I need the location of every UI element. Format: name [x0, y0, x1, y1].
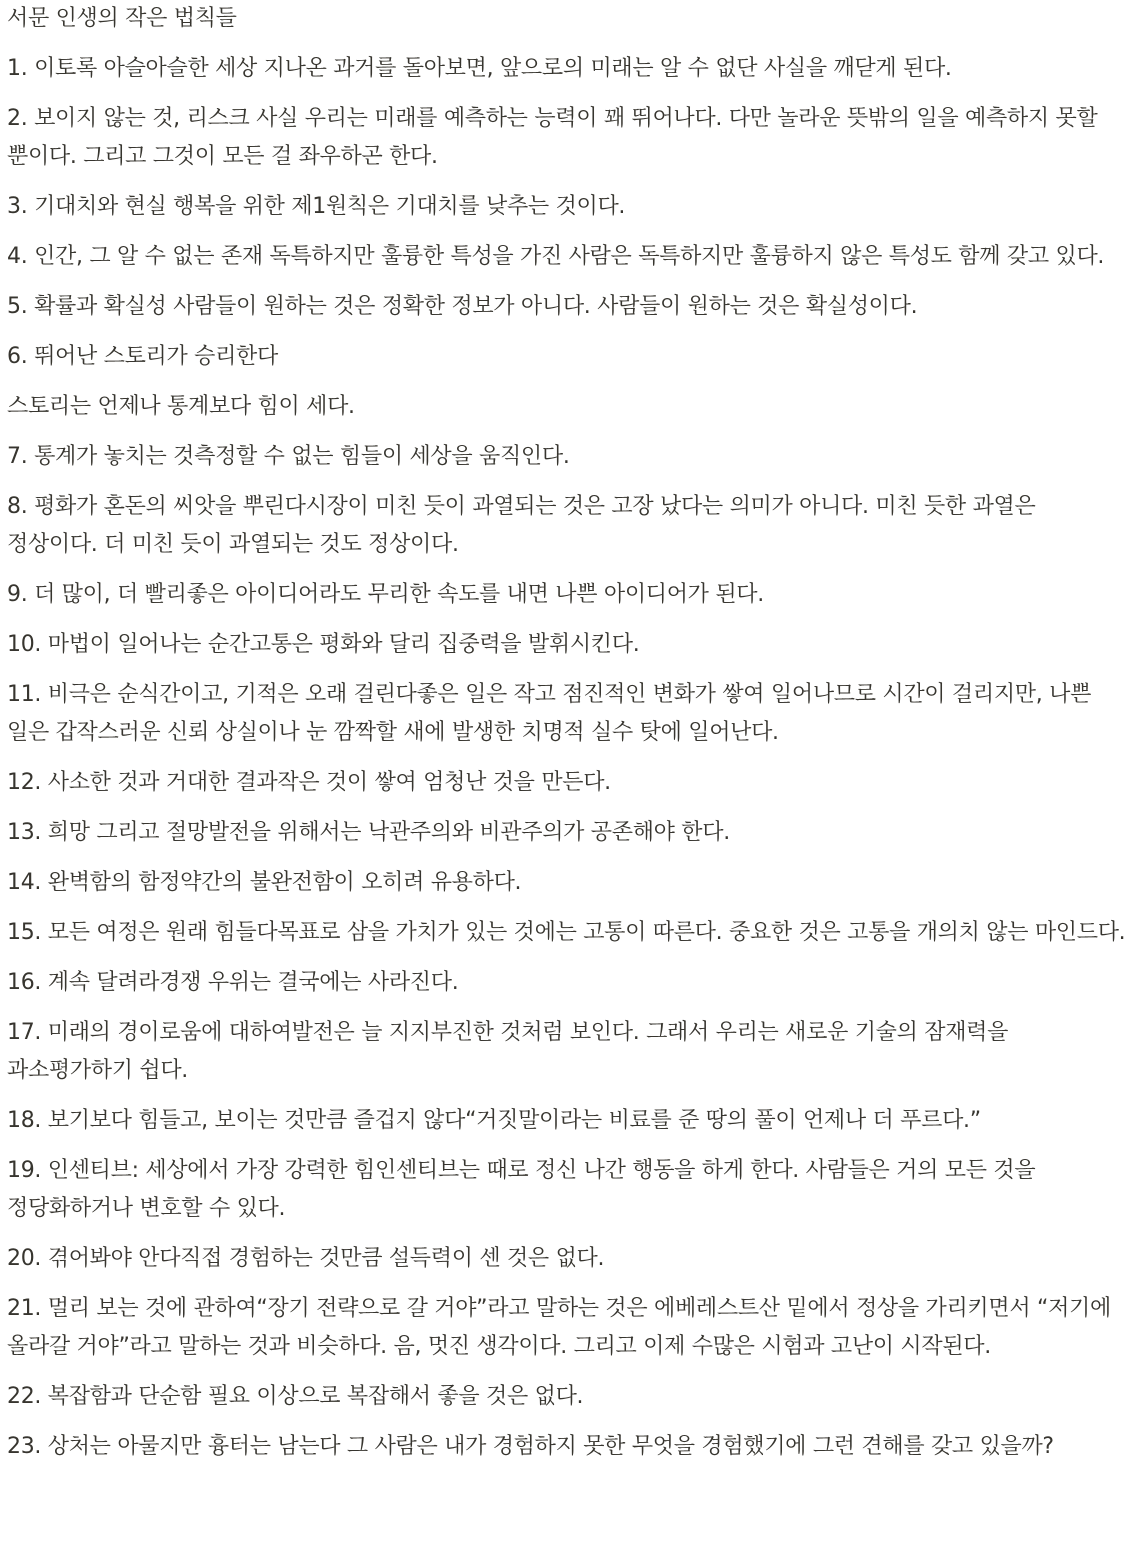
- paragraph-3: 3. 기대치와 현실 행복을 위한 제1원칙은 기대치를 낮추는 것이다.: [7, 194, 626, 219]
- paragraph-11: 11. 비극은 순식간이고, 기적은 오래 걸린다좋은 일은 작고 점진적인 변화가 쌓여 일어나므로 시간이 걸리지만, 나쁜 일은 갑작스러운 신뢰 상실이나 눈 깜짝할 새에 발생한 치명적 실수 탓에 일어난다.: [7, 682, 1092, 745]
- paragraph-20: 20. 겪어봐야 안다직접 경험하는 것만큼 설득력이 센 것은 없다.: [7, 1246, 605, 1271]
- paragraph-7: 7. 통계가 놓치는 것측정할 수 없는 힘들이 세상을 움직인다.: [7, 444, 570, 469]
- paragraph-22: 22. 복잡함과 단순함 필요 이상으로 복잡해서 좋을 것은 없다.: [7, 1384, 584, 1409]
- paragraph-2: 2. 보이지 않는 것, 리스크 사실 우리는 미래를 예측하는 능력이 꽤 뛰어나다. 다만 놀라운 뜻밖의 일을 예측하지 못할 뿐이다. 그리고 그것이 모든 걸 좌우하곤 한다.: [7, 106, 1098, 169]
- paragraph-6: 6. 뛰어난 스토리가 승리한다: [7, 344, 278, 369]
- paragraph-9: 9. 더 많이, 더 빨리좋은 아이디어라도 무리한 속도를 내면 나쁜 아이디어가 된다.: [7, 582, 764, 607]
- paragraph-21: 21. 멀리 보는 것에 관하여“장기 전략으로 갈 거야”라고 말하는 것은 에베레스트산 밑에서 정상을 가리키면서 “저기에 올라갈 거야”라고 말하는 것과 비슷하다. 음, 멋진 생각이다. 그리고 이제 수많은 시험과 고난이 시작된다.: [7, 1296, 1111, 1359]
- paragraph-6-body: 스토리는 언제나 통계보다 힘이 세다.: [7, 394, 355, 419]
- paragraph-5: 5. 확률과 확실성 사람들이 원하는 것은 정확한 정보가 아니다. 사람들이 원하는 것은 확실성이다.: [7, 294, 918, 319]
- paragraph-18: 18. 보기보다 힘들고, 보이는 것만큼 즐겁지 않다“거짓말이라는 비료를 준 땅의 풀이 언제나 더 푸르다.”: [7, 1108, 981, 1133]
- paragraph-17: 17. 미래의 경이로움에 대하여발전은 늘 지지부진한 것처럼 보인다. 그래서 우리는 새로운 기술의 잠재력을 과소평가하기 쉽다.: [7, 1020, 1009, 1083]
- paragraph-23: 23. 상처는 아물지만 흉터는 남는다 그 사람은 내가 경험하지 못한 무엇을 경험했기에 그런 견해를 갖고 있을까?: [7, 1434, 1054, 1459]
- paragraph-14: 14. 완벽함의 함정약간의 불완전함이 오히려 유용하다.: [7, 870, 522, 895]
- paragraph-19: 19. 인센티브: 세상에서 가장 강력한 힘인센티브는 때로 정신 나간 행동을 하게 한다. 사람들은 거의 모든 것을 정당화하거나 변호할 수 있다.: [7, 1158, 1036, 1221]
- paragraph-8: 8. 평화가 혼돈의 씨앗을 뿌린다시장이 미친 듯이 과열되는 것은 고장 났다는 의미가 아니다. 미친 듯한 과열은 정상이다. 더 미친 듯이 과열되는 것도 정상이다.: [7, 494, 1036, 557]
- paragraph-12: 12. 사소한 것과 거대한 결과작은 것이 쌓여 엄청난 것을 만든다.: [7, 770, 611, 795]
- document-title: 서문 인생의 작은 법칙들: [7, 6, 237, 31]
- paragraph-13: 13. 희망 그리고 절망발전을 위해서는 낙관주의와 비관주의가 공존해야 한다.: [7, 820, 730, 845]
- paragraph-15: 15. 모든 여정은 원래 힘들다목표로 삼을 가치가 있는 것에는 고통이 따른다. 중요한 것은 고통을 개의치 않는 마인드다.: [7, 920, 1126, 945]
- paragraph-1: 1. 이토록 아슬아슬한 세상 지나온 과거를 돌아보면, 앞으로의 미래는 알 수 없단 사실을 깨닫게 된다.: [7, 56, 952, 81]
- paragraph-16: 16. 계속 달려라경쟁 우위는 결국에는 사라진다.: [7, 970, 459, 995]
- paragraph-10: 10. 마법이 일어나는 순간고통은 평화와 달리 집중력을 발휘시킨다.: [7, 632, 640, 657]
- paragraph-4: 4. 인간, 그 알 수 없는 존재 독특하지만 훌륭한 특성을 가진 사람은 독특하지만 훌륭하지 않은 특성도 함께 갖고 있다.: [7, 244, 1105, 269]
